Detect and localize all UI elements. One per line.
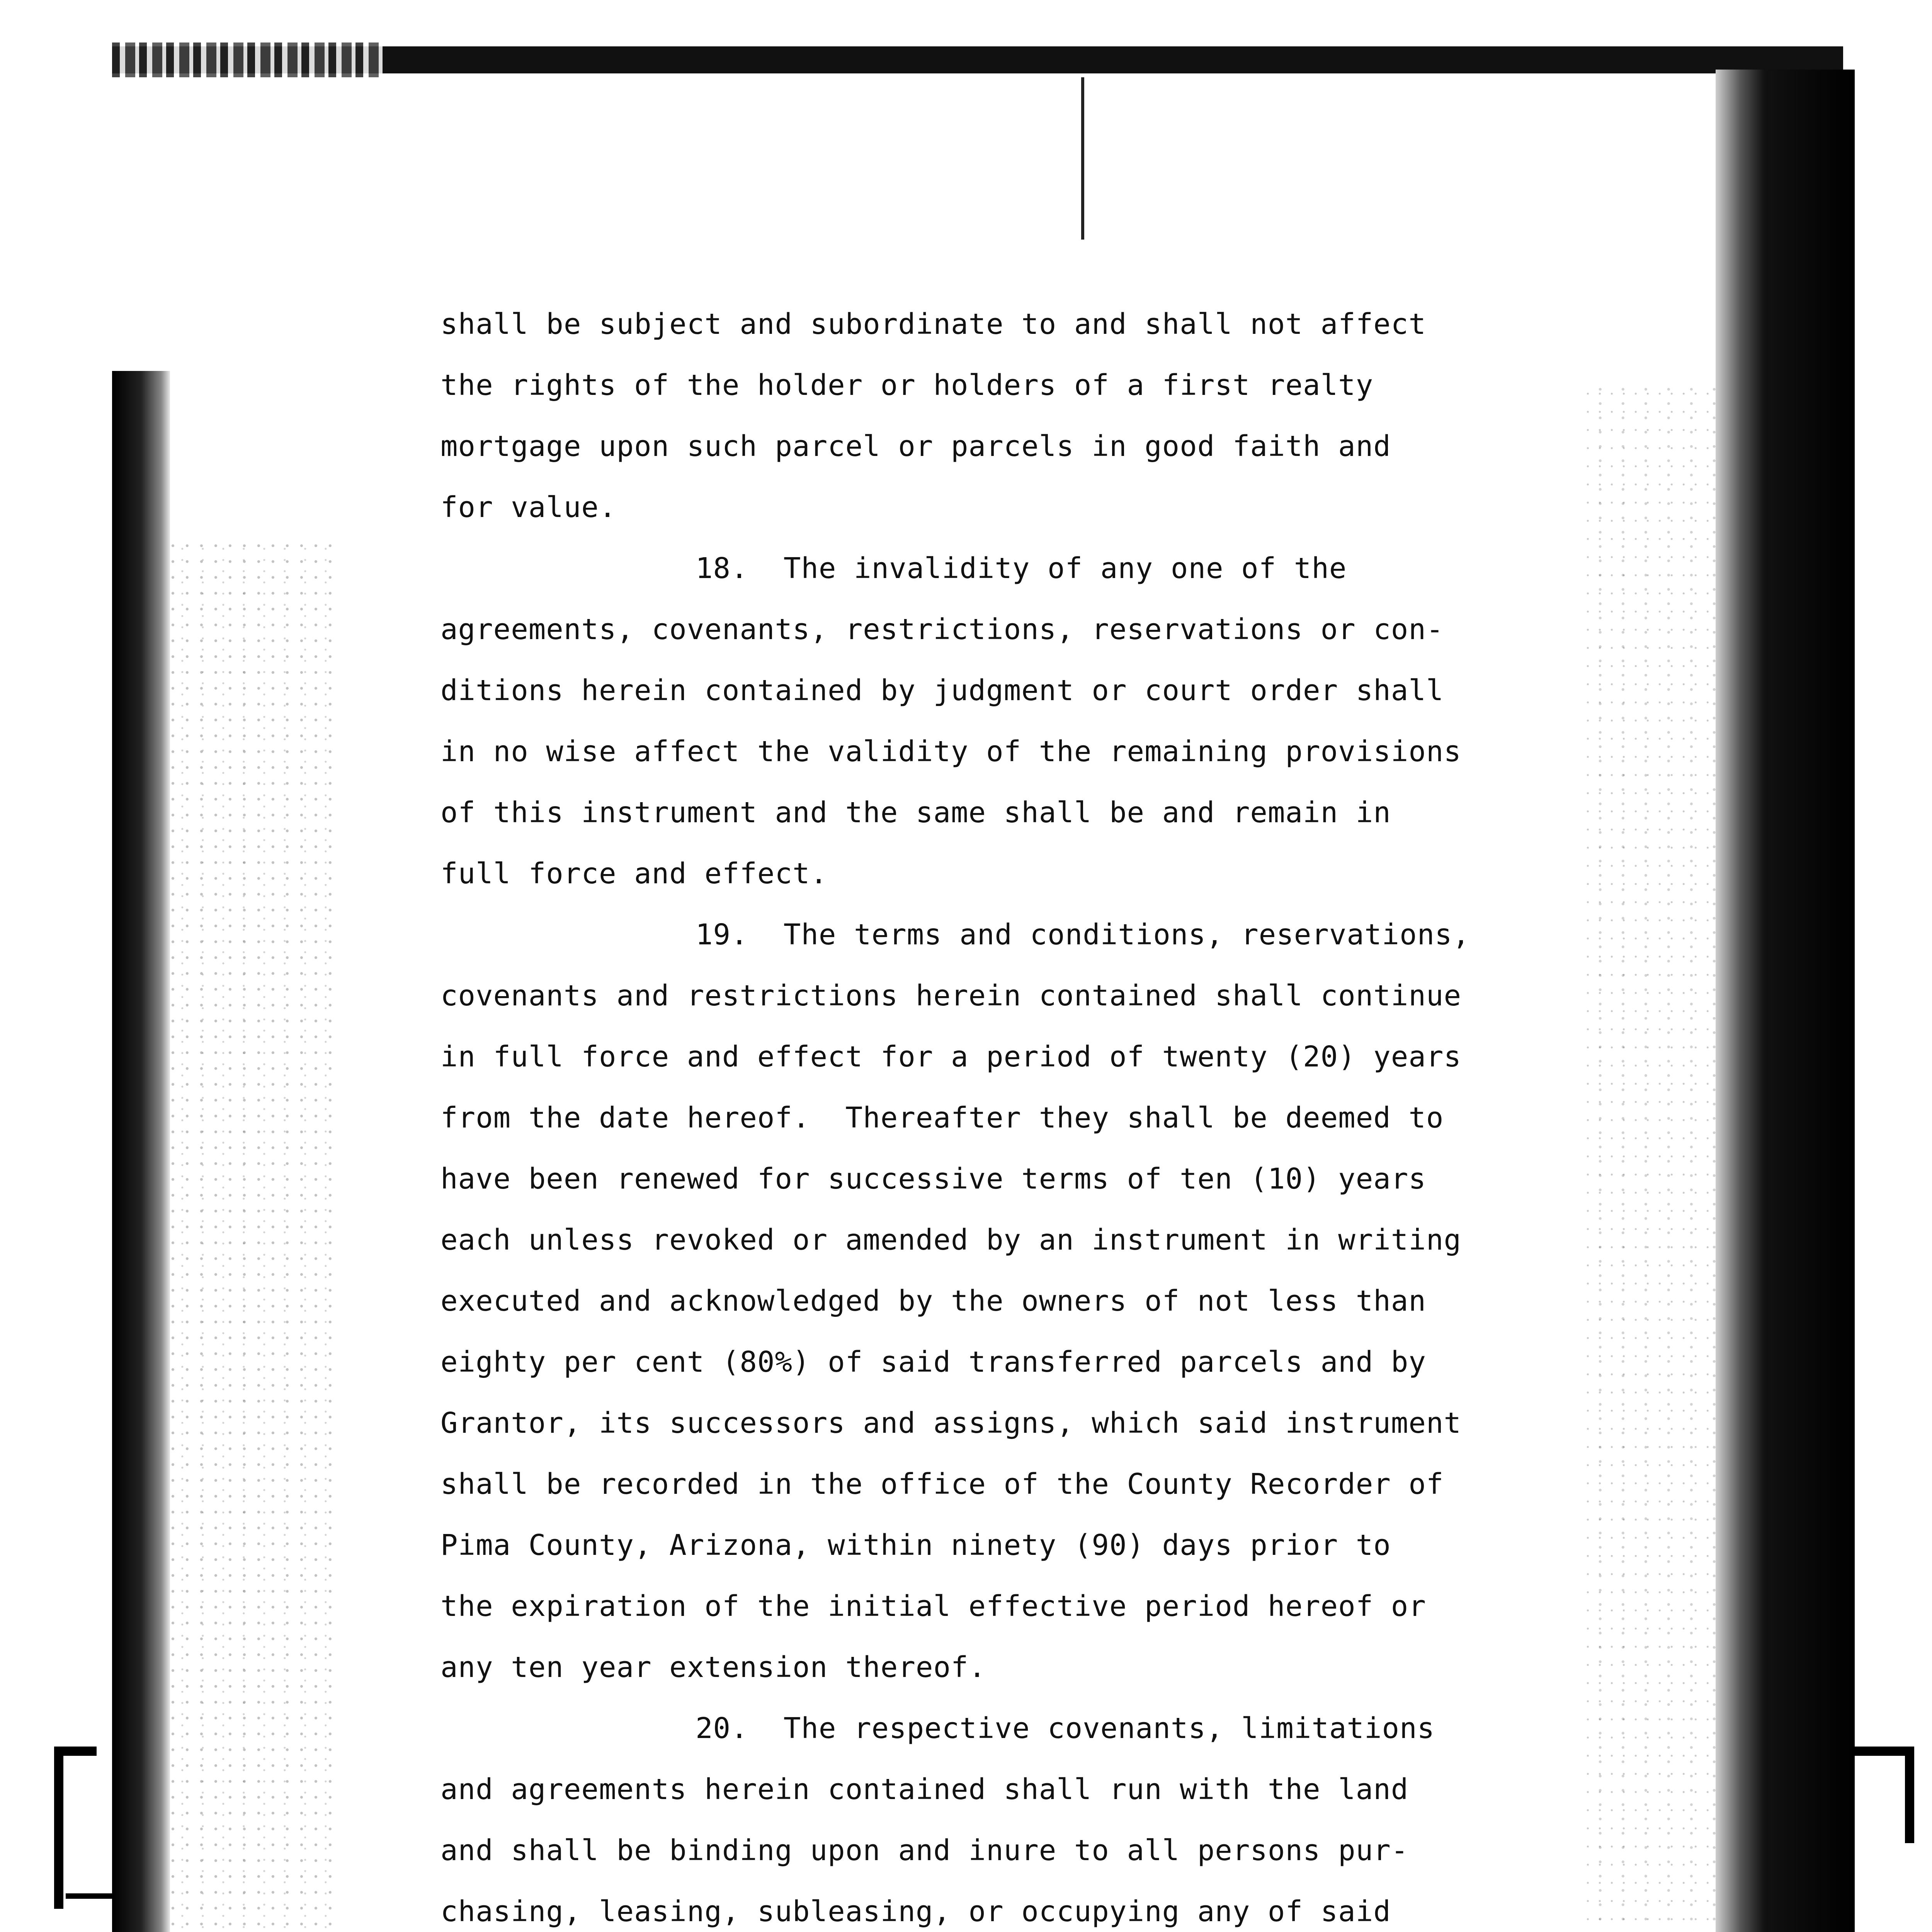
text-line: and agreements herein contained shall run with the land xyxy=(440,1773,1409,1806)
scan-right-speckle xyxy=(1584,386,1716,1932)
text-line: each unless revoked or amended by an instrument in writing xyxy=(440,1223,1462,1257)
section-18-heading xyxy=(440,538,1569,599)
text-line: chasing, leasing, subleasing, or occupying any of said xyxy=(440,1895,1391,1928)
section-number: 18. xyxy=(696,552,748,585)
text-line: any ten year extension thereof. xyxy=(440,1651,986,1684)
text-line: from the date hereof. Thereafter they shall be deemed to xyxy=(440,1101,1444,1134)
binder-clip-left-top xyxy=(54,1747,97,1756)
text-line: and shall be binding upon and inure to all persons pur- xyxy=(440,1834,1409,1867)
text-line: ditions herein contained by judgment or court order shall xyxy=(440,674,1444,707)
section-first-line: The respective covenants, limitations xyxy=(783,1712,1435,1745)
text-line: in full force and effect for a period of twenty (20) years xyxy=(440,1040,1462,1073)
binder-clip-right-top xyxy=(1855,1747,1913,1756)
text-line: eighty per cent (80%) of said transferred parcels and by xyxy=(440,1345,1426,1379)
section-number: 19. xyxy=(696,918,748,951)
document-body xyxy=(440,294,1569,1932)
text-line: Pima County, Arizona, within ninety (90) days prior to xyxy=(440,1529,1391,1562)
scan-right-shadow xyxy=(1716,70,1855,1932)
text-line: Grantor, its successors and assigns, which said instrument xyxy=(440,1406,1462,1440)
binder-clip-left-bottom xyxy=(66,1893,112,1899)
text-line: the expiration of the initial effective period hereof or xyxy=(440,1590,1426,1623)
section-first-line: The terms and conditions, reservations, xyxy=(783,918,1470,951)
text-line: for value. xyxy=(440,491,617,524)
section-number: 20. xyxy=(696,1712,748,1745)
text-line: executed and acknowledged by the owners of not less than xyxy=(440,1284,1426,1318)
section-first-line: The invalidity of any one of the xyxy=(783,552,1347,585)
text-line: shall be subject and subordinate to and shall not affect xyxy=(440,308,1426,341)
text-line: the rights of the holder or holders of a first realty xyxy=(440,369,1374,402)
binder-clip-left xyxy=(54,1747,63,1909)
section-20-heading xyxy=(440,1698,1569,1759)
scan-left-shadow xyxy=(112,371,170,1932)
binder-clip-right xyxy=(1905,1747,1914,1843)
text-line: covenants and restrictions herein contained shall continue xyxy=(440,979,1462,1012)
text-line: shall be recorded in the office of the County Recorder of xyxy=(440,1468,1444,1501)
text-line: have been renewed for successive terms of ten (10) years xyxy=(440,1162,1426,1196)
text-line: agreements, covenants, restrictions, reservations or con- xyxy=(440,613,1444,646)
text-line: of this instrument and the same shall be and remain in xyxy=(440,796,1391,829)
scan-top-edge-noise xyxy=(112,43,383,77)
text-line: mortgage upon such parcel or parcels in good faith and xyxy=(440,430,1391,463)
scan-left-speckle xyxy=(170,541,332,1932)
section-19-heading xyxy=(440,904,1569,965)
scan-center-mark xyxy=(1081,77,1084,240)
text-line: in no wise affect the validity of the remaining provisions xyxy=(440,735,1462,768)
text-line: full force and effect. xyxy=(440,857,828,890)
